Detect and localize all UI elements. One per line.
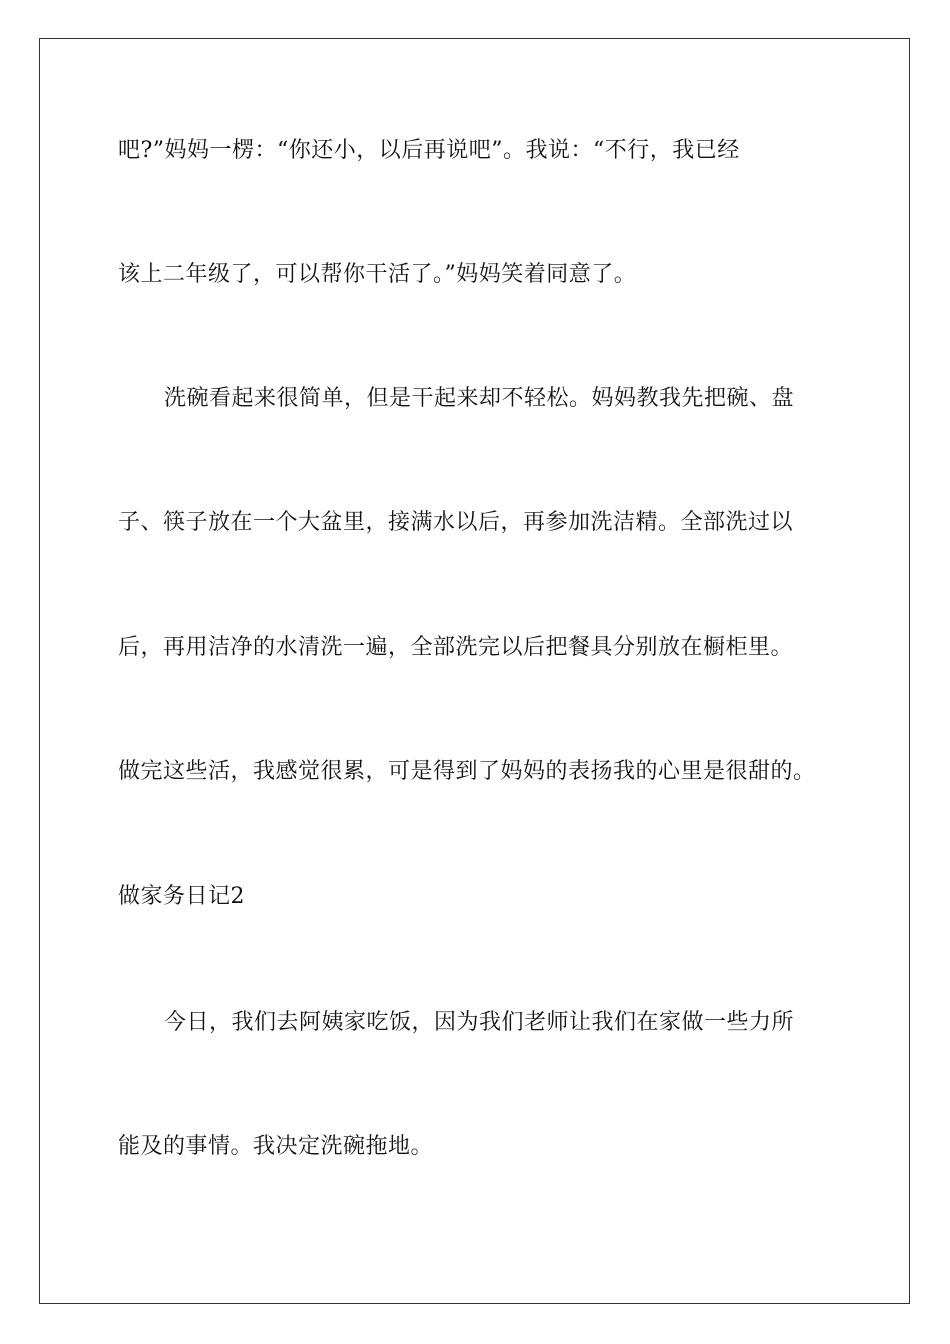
paragraph-line: 能及的事情。我决定洗碗拖地。 xyxy=(118,1134,434,1159)
paragraph-line: 子、筷子放在一个大盆里，接满水以后，再参加洗洁精。全部洗过以 xyxy=(118,510,794,535)
paragraph-line: 后，再用洁净的水清洗一遍，全部洗完以后把餐具分别放在橱柜里。 xyxy=(118,635,794,660)
section-heading: 做家务日记2 xyxy=(118,884,245,909)
paragraph-line: 做完这些活，我感觉很累，可是得到了妈妈的表扬我的心里是很甜的。 xyxy=(118,759,816,784)
paragraph-line: 洗碗看起来很简单，但是干起来却不轻松。妈妈教我先把碗、盘 xyxy=(164,386,795,411)
page-border xyxy=(39,38,910,1304)
paragraph-line: 该上二年级了，可以帮你干活了。”妈妈笑着同意了。 xyxy=(118,262,637,287)
paragraph-line: 今日，我们去阿姨家吃饭，因为我们老师让我们在家做一些力所 xyxy=(164,1010,795,1035)
paragraph-line: 吧?”妈妈一楞：“你还小，以后再说吧”。我说：“不行，我已经 xyxy=(118,138,740,163)
